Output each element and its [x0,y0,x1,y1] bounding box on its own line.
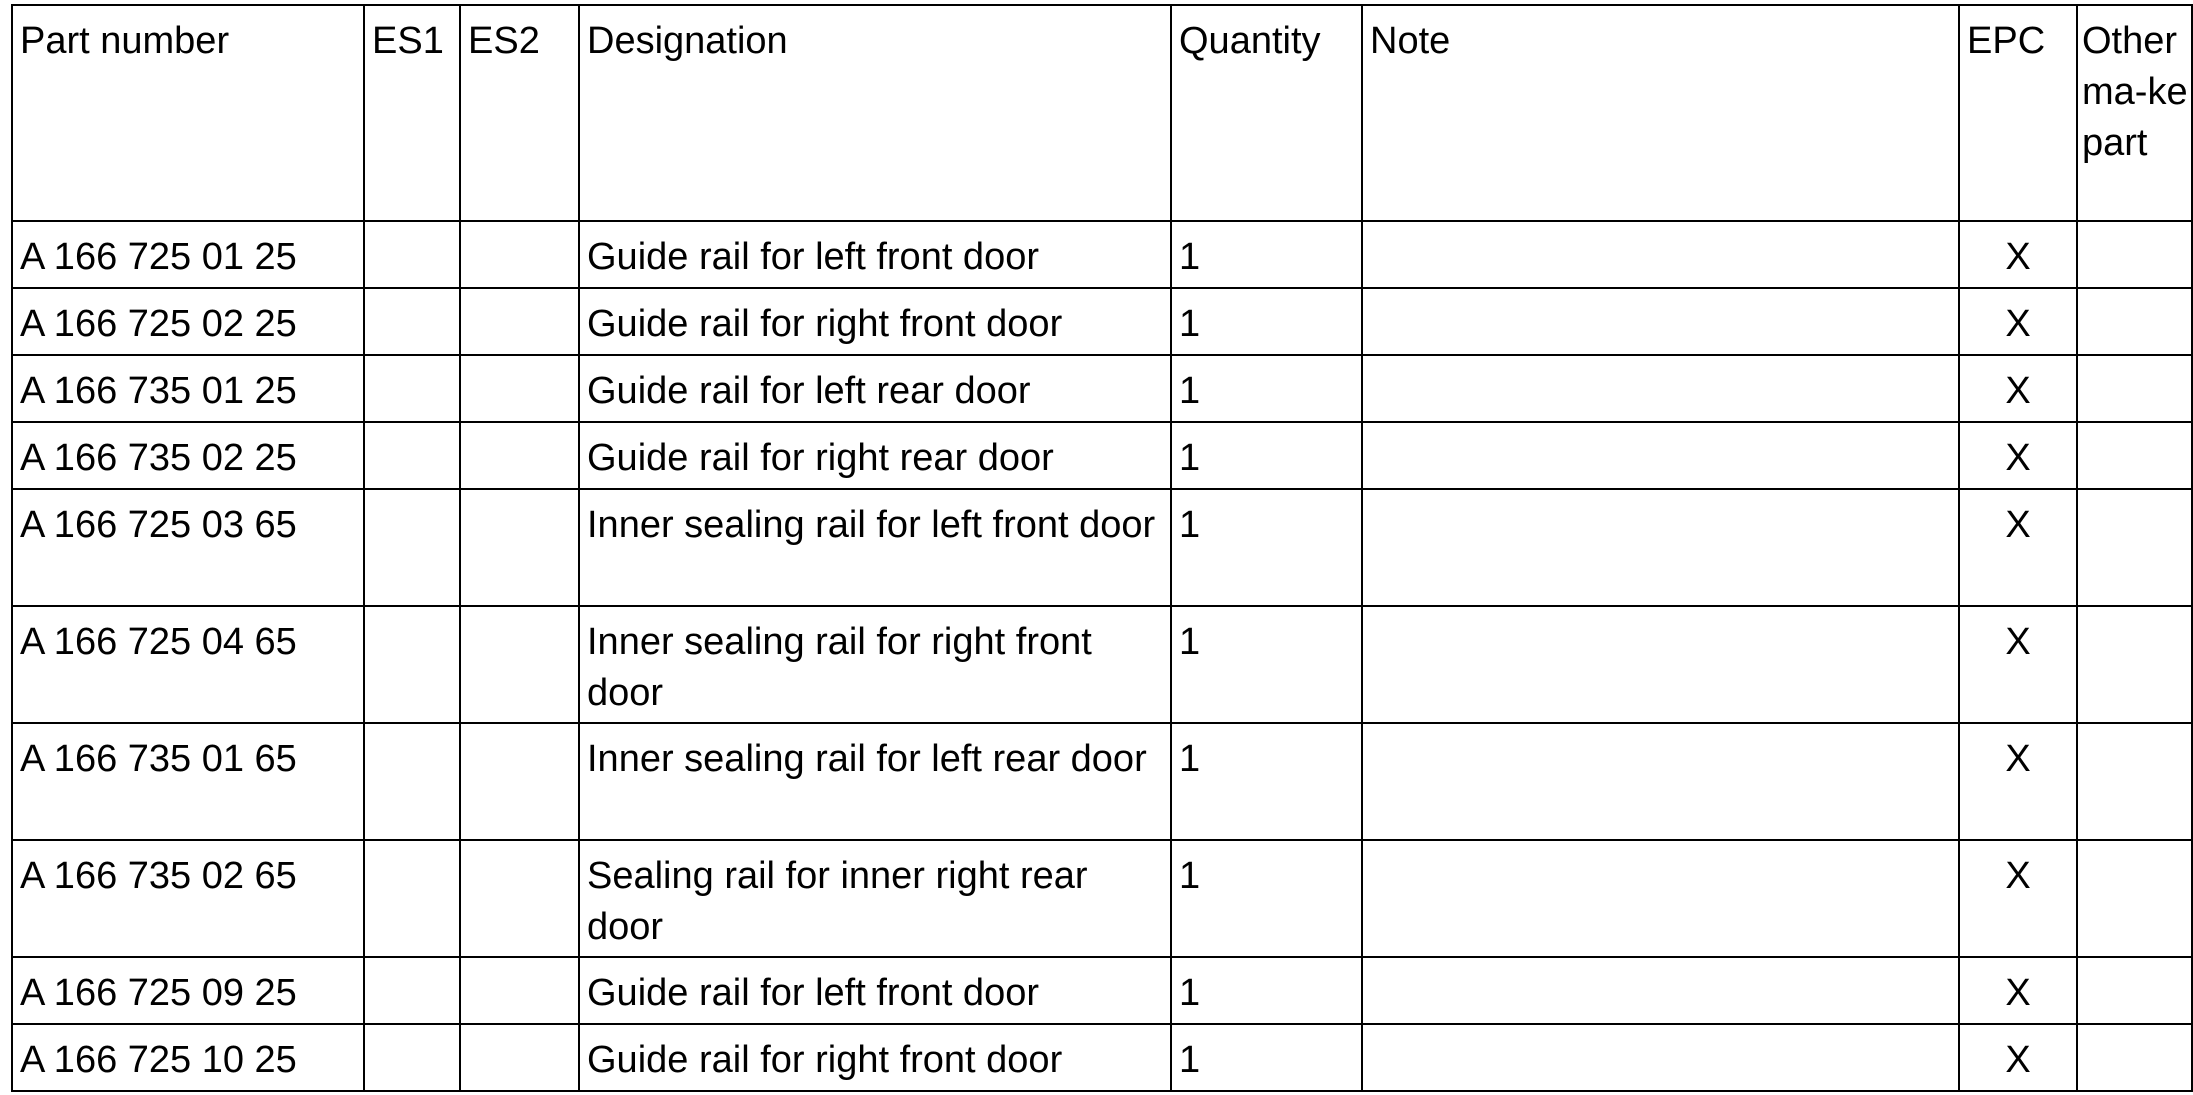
note-cell [1362,489,1959,606]
quantity-cell: 1 [1171,489,1362,606]
quantity-cell: 1 [1171,221,1362,288]
table-row [12,957,2192,1024]
header-designation: Designation [579,5,1171,221]
designation-cell: Guide rail for left front door [579,957,1171,1024]
designation-cell: Guide rail for left front door [579,221,1171,288]
es2-cell [460,606,579,723]
es2-cell [460,840,579,957]
other-make-part-cell [2077,723,2192,840]
header-note: Note [1362,5,1959,221]
designation-cell: Guide rail for right front door [579,1024,1171,1091]
other-make-part-cell [2077,221,2192,288]
es2-cell [460,288,579,355]
note-cell [1362,723,1959,840]
es1-cell [364,355,460,422]
es1-cell [364,957,460,1024]
other-make-part-cell [2077,840,2192,957]
designation-cell: Inner sealing rail for left rear door [579,723,1171,840]
es1-cell [364,1024,460,1091]
epc-cell: X [1959,606,2077,723]
part-number-cell: A 166 735 01 25 [12,355,364,422]
epc-cell: X [1959,422,2077,489]
designation-cell: Guide rail for left rear door [579,355,1171,422]
header-es2: ES2 [460,5,579,221]
epc-cell: X [1959,355,2077,422]
table-row [12,422,2192,489]
part-number-cell: A 166 725 02 25 [12,288,364,355]
epc-cell: X [1959,723,2077,840]
part-number-cell: A 166 725 04 65 [12,606,364,723]
designation-cell: Guide rail for right rear door [579,422,1171,489]
table-row [12,489,2192,606]
note-cell [1362,355,1959,422]
epc-cell: X [1959,840,2077,957]
other-make-part-cell [2077,606,2192,723]
header-part-number: Part number [12,5,364,221]
es1-cell [364,606,460,723]
header-epc: EPC [1959,5,2077,221]
designation-cell: Inner sealing rail for right front door [579,606,1171,723]
part-number-cell: A 166 735 02 65 [12,840,364,957]
es2-cell [460,723,579,840]
es1-cell [364,221,460,288]
part-number-cell: A 166 725 03 65 [12,489,364,606]
es1-cell [364,840,460,957]
designation-cell: Guide rail for right front door [579,288,1171,355]
table-row [12,606,2192,723]
es1-cell [364,288,460,355]
quantity-cell: 1 [1171,606,1362,723]
other-make-part-cell [2077,1024,2192,1091]
quantity-cell: 1 [1171,355,1362,422]
other-make-part-cell [2077,422,2192,489]
epc-cell: X [1959,957,2077,1024]
header-es1: ES1 [364,5,460,221]
designation-cell: Inner sealing rail for left front door [579,489,1171,606]
es2-cell [460,355,579,422]
other-make-part-cell [2077,489,2192,606]
epc-cell: X [1959,288,2077,355]
header-quantity: Quantity [1171,5,1362,221]
epc-cell: X [1959,221,2077,288]
es2-cell [460,422,579,489]
quantity-cell: 1 [1171,723,1362,840]
epc-cell: X [1959,1024,2077,1091]
es2-cell [460,957,579,1024]
table-row [12,1024,2192,1091]
quantity-cell: 1 [1171,422,1362,489]
note-cell [1362,840,1959,957]
note-cell [1362,1024,1959,1091]
other-make-part-cell [2077,288,2192,355]
note-cell [1362,957,1959,1024]
es2-cell [460,489,579,606]
table-row [12,288,2192,355]
es1-cell [364,723,460,840]
epc-cell: X [1959,489,2077,606]
part-number-cell: A 166 735 02 25 [12,422,364,489]
table-row [12,221,2192,288]
table-row [12,355,2192,422]
part-number-cell: A 166 725 01 25 [12,221,364,288]
note-cell [1362,288,1959,355]
es2-cell [460,1024,579,1091]
es2-cell [460,221,579,288]
quantity-cell: 1 [1171,1024,1362,1091]
header-row [12,5,2192,221]
part-number-cell: A 166 725 09 25 [12,957,364,1024]
table-row [12,840,2192,957]
header-other-make-part: Other ma-ke part [2077,5,2192,221]
designation-cell: Sealing rail for inner right rear door [579,840,1171,957]
note-cell [1362,606,1959,723]
other-make-part-cell [2077,957,2192,1024]
note-cell [1362,221,1959,288]
other-make-part-cell [2077,355,2192,422]
quantity-cell: 1 [1171,840,1362,957]
note-cell [1362,422,1959,489]
es1-cell [364,489,460,606]
table-row [12,723,2192,840]
quantity-cell: 1 [1171,288,1362,355]
part-number-cell: A 166 725 10 25 [12,1024,364,1091]
part-number-cell: A 166 735 01 65 [12,723,364,840]
quantity-cell: 1 [1171,957,1362,1024]
es1-cell [364,422,460,489]
parts-table [11,4,2193,1092]
